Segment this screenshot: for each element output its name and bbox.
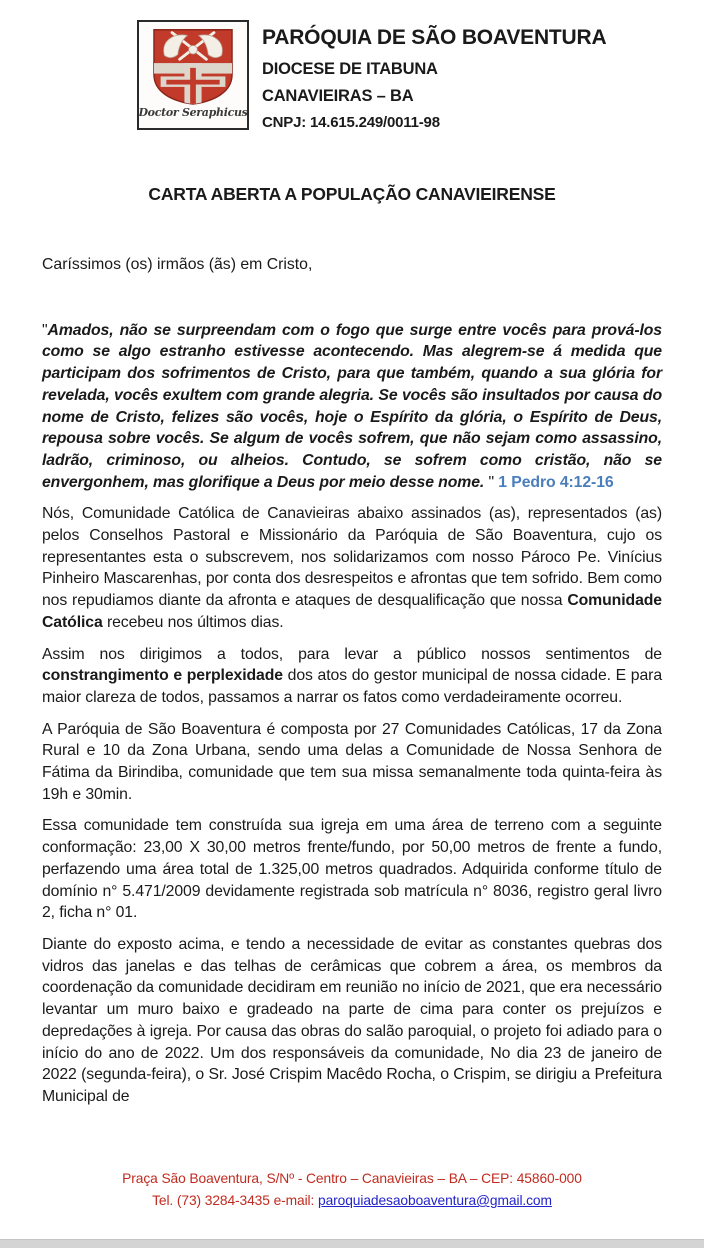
- footer-contact: [0, 1190, 704, 1212]
- footer: [0, 1168, 704, 1212]
- close-quote-mark: ": [484, 473, 499, 491]
- letterhead-text: [262, 20, 606, 135]
- paragraph-text: Assim nos dirigimos a todos, para levar a público nossos sentimentos de: [42, 645, 662, 663]
- city-line: CANAVIEIRAS – BA: [262, 87, 414, 106]
- salutation: Caríssimos (os) irmãos (ãs) em Cristo,: [42, 256, 313, 273]
- paragraph-text: dos atos do gestor municipal de nossa cidade. E para maior clareza de todos, passamos a narrar os fatos como verdadeiramente ocorreu.: [42, 667, 663, 706]
- scripture-text: Amados, não se surpreendam com o fogo que surge entre vocês para prová-los como se algo estranho estivesse acontecendo. Mas alegrem-se á medida que participam dos sofrimentos de Cristo, para que também, quando a sua glória for revelada, vocês exultem com grande alegria. Se vocês são insultados por causa do nome de Cristo, felizes são vocês, hoje o Espírito da glória, o Espírito de Deus, repousa sobre vocês. Se algum de vocês sofrem, que não sejam como assassino, ladrão, criminoso, ou alheios. Contudo, se sofrem como cristão, não se envergonhem, mas glorifique a Deus por meio desse nome.: [42, 321, 662, 491]
- body-paragraph-land: Essa comunidade tem construída sua igreja em uma área de terreno com a seguinte conformação: 23,00 X 30,00 metros frente/fundo, por 50,00 metros de frente a fundo, perfazendo uma área total de 1.325,00 metros quadrados. Adquirida conforme título de domínio n° 5.471/2009 devidamente registrada sob matrícula n° 8036, registro geral livro 2, ficha n° 01.: [42, 817, 662, 922]
- paragraph-bold-text: Comunidade Católica: [42, 592, 662, 631]
- parish-crest: [137, 20, 249, 130]
- diocese-line: DIOCESE DE ITABUNA: [262, 60, 438, 79]
- paragraph-text: Nós, Comunidade Católica de Canavieiras abaixo assinados (as), representados (as) pelos Conselhos Pastoral e Missionário da Paróquia de São Boaventura, cujo os representantes esta o subscrevem, nos solidarizamos com nosso Pároco Pe. Vinícius Pinheiro Mascarenhas, por conta dos desrespeitos e afrontas que tem sofrido. Bem como nos repudiamos diante da afronta e ataques de desqualificação que nossa: [42, 505, 662, 610]
- open-quote-mark: ": [42, 321, 48, 339]
- footer-email-link[interactable]: paroquiadesaoboaventura@gmail.com: [318, 1193, 552, 1208]
- parish-crest-icon: [145, 25, 241, 105]
- footer-address: Praça São Boaventura, S/Nº - Centro – Canavieiras – BA – CEP: 45860-000: [122, 1171, 582, 1186]
- body-paragraph-solidarity: [42, 503, 662, 633]
- scripture-reference: 1 Pedro 4:12-16: [498, 473, 614, 491]
- paragraph-bold-text: constrangimento e perplexidade: [42, 667, 283, 685]
- cnpj-line: CNPJ: 14.615.249/0011-98: [262, 114, 440, 132]
- letter-title: CARTA ABERTA A POPULAÇÃO CANAVIEIRENSE: [148, 184, 556, 204]
- footer-phone: Tel. (73) 3284-3435 e-mail:: [152, 1193, 318, 1208]
- letter-body: [42, 254, 662, 1108]
- paragraph-text: recebeu nos últimos dias.: [102, 613, 284, 631]
- body-paragraph-wall-project: Diante do exposto acima, e tendo a necessidade de evitar as constantes quebras dos vidros das janelas e das telhas de cerâmicas que cobrem a área, os membros da coordenação da comunidade decidiram em reunião no início de 2021, que era necessário levantar um muro baixo e gradeado na parte de cima para conter os prejuízos e depredações à igreja. Por causa das obras do salão paroquial, o projeto foi adiado para o início do ano de 2022. Um dos responsáveis da comunidade, No dia 23 de janeiro de 2022 (segunda-feira), o Sr. José Crispim Macêdo Rocha, o Crispim, se dirigiu a Prefeitura Municipal de: [42, 935, 662, 1105]
- horizontal-scrollbar-track[interactable]: [0, 1239, 704, 1248]
- org-name: PARÓQUIA DE SÃO BOAVENTURA: [262, 26, 607, 49]
- letterhead: [137, 20, 606, 135]
- crest-motto: Doctor Seraphicus: [138, 106, 248, 119]
- scripture-quote: [42, 320, 662, 494]
- body-paragraph-communities: A Paróquia de São Boaventura é composta por 27 Comunidades Católicas, 17 da Zona Rural e 10 da Zona Urbana, sendo uma delas a Comunidade de Nossa Senhora de Fátima da Birindiba, comunidade que tem sua missa semanalmente toda quinta-feira às 19h e 30min.: [42, 720, 662, 803]
- body-paragraph-sentiments: [42, 644, 662, 709]
